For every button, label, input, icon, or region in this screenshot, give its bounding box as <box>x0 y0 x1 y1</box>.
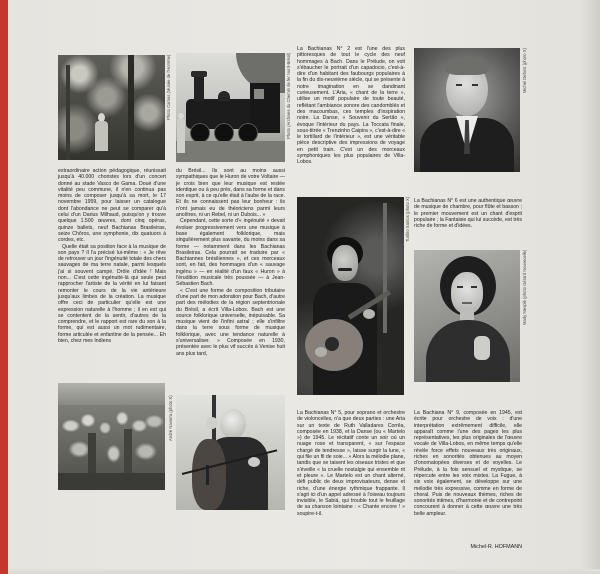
photo-forest <box>58 55 165 160</box>
photo-guitarist <box>297 197 404 395</box>
text-villa-lobos-biography <box>58 168 166 382</box>
photo-flutist <box>414 48 520 172</box>
photo-crowd <box>58 383 165 490</box>
paragraph: extraordinaire action pédagogique, réunissait jusqu'à 40.000 choristes lors d'un concert donné au stade Vasco de Gama. Doué d'une vitalité peu commune, il n'en continua pas moins de composer jusqu'à sa mort, le 17 novembre 1959, pour laisser un catalogue dont l'abondance ne peut se comparer qu'à celui d'un Darius Milhaud, puisqu'on y trouve quelque 1.500 œuvres, dont cinq opéras, quinze ballets, neuf Bachianas Brasileiras, seize Chôros, une symphonie, dix quatuors à cordes, etc. <box>58 168 166 244</box>
author-signature: Michel-R. HOFMANN <box>470 544 522 550</box>
photo-caption-soprano: Mady Mesplé (photo Gérard Neuvecelle) <box>522 250 527 326</box>
paragraph: du Brésil... Ils sont au moins aussi sympathiques que le Huron de votre Voltaire — je crois bien que leur musique est restée identique ou à peu près, dans sa forme et dans son esprit, à ce qu'elle était à l'aube de la race. Et ils ne connaissent pas leur bonheur : ils n'ont jamais eu de théoriciens parmi leurs ancêtres, ni un Rebel, ni un Dubois... » <box>176 168 285 219</box>
photo-caption-guitarist: Turibio Santos (photo X) <box>405 197 410 243</box>
bottom-edge <box>8 569 600 574</box>
paragraph: Quelle était sa position face à la musique de son pays ? Il l'a précisé lui-même : « Je rêve de retrouver un jour l'ingénuité totale des chers sauvages de ma terre natale, parmi lesquels j'ai si souvent campé. Drôle d'idée ! Mais non... C'est cette ingénuité-là qui seule peut rapprocher l'artiste de la vérité en lui faisant remonter le cours de la vie antérieure jusqu'aux limbes de la création. La musique offre ceci de particulier qu'elle est une expression naturelle à l'homme ; il en est qui se contentent de la sentir, d'autres de la comprendre, et le rapport est rare du son à la forme, qui est aussi un mot rudimentaire, forme articulée et enfantine de la pensée... Eh bien, chez mes Indiens <box>58 243 166 345</box>
photo-caption-flutist: Michel Debost (photo X) <box>522 48 527 93</box>
photo-caption-locomotive: Photo (Archives du Chemin de fer Nord-Brésil) <box>286 53 291 140</box>
paragraph: Cependant, cette sorte d'« ingénuité » devait évoluer progressivement vers une musique à base également folklorique, mais singulièrement plus savante, du moins dans sa forme — notamment dans les Bachianas Brasileiras. Cela pourrait se traduire par « Bachiannes brésiliennes », et ces morceaux sont, en fait, des hommages d'un « sauvage ingénu » — en réalité d'un faux « Huron » à l'érudition musicale très poussée — à Jean-Sébastien Bach. <box>176 218 285 288</box>
photo-caption-cellist: André Navarra (photo X) <box>168 395 173 441</box>
text-bachianas-2 <box>297 46 405 192</box>
text-bachianas-9 <box>414 410 522 542</box>
photo-cellist <box>176 395 285 510</box>
paragraph: « C'est une forme de composition tributaire d'une part de mon adoration pour Bach, d'autre part des mélodies de la région septentrionale du Brésil, a écrit Villa-Lobos. Bach est une source folklorique universelle, inépuisable. Sa musique vient de l'infini astral ; elle s'infiltre dans la terre sous forme de musique folklorique, avec une tendance naturelle à s'universaliser. » Composée en 1930, présentée avec le plus vif succès à Venise huit ans plus tard, <box>176 287 285 357</box>
paragraph: La Bachianas N° 2 est l'une des plus pittoresques de tout le cycle des neuf hommages à Bach. Dans le Prélude, on voit s'ébaucher le portrait d'un capadocio, c'est-à-dire d'un habitant des faubourgs populaires à la fin du dix-neuvième siècle, qui se présente à notre imagination en se dandinant curieusement. L'Aria, « chant de la terre », utilise un motif populaire de toute beauté, reflétant l'ambiance sonore des candomblés et des macoumbas, ces temples d'inspiration noire. La Danse, « Souvenir du Sertão », évoque l'intérieur du pays. La Toccata finale, sous-titrée « Trenzinho Caipira », c'est-à-dire « le tortillard de l'intérieur », est une véritable pièce descriptive des impressions de voyage en petit train. C'est un des morceaux symphoniques les plus populaires de Villa-Lobos. <box>297 46 405 166</box>
photo-soprano <box>414 250 520 382</box>
text-bachianas-intro <box>176 168 285 390</box>
paragraph: La Bachiana N° 9, composée en 1945, est écrite pour orchestre de voix : d'une interprétation extrêmement difficile, elle apparaît comme l'une des pages les plus représentatives, les plus originales de l'œuvre vocale de Villa-Lobos, en même temps qu'elle révèle force effets nouveaux très originaux, riches en sonorités obtenues au moyen d'onomatopées diverses et de voyelles. Le Prélude, à la fois sensuel et mystique, se répercute entre les voix mixtes. La Fugue, à six voix également, se développe sur une mélodie très expressive, comme en forme de choral. Puis de nouveaux thèmes, riches de sonorités intimes, d'harmonie et de contrepoint concourent à donner à cette œuvre une très belle ampleur. <box>414 410 522 517</box>
photo-locomotive <box>176 53 285 162</box>
text-bachianas-5 <box>297 410 405 560</box>
photo-caption-forest: Photo Camus (Musée de l'Homme) <box>166 55 171 121</box>
paragraph: La Bachianas N° 6 est une authentique œuvre de musique de chambre, pour flûte et basson ; le premier mouvement est un chant d'esprit populaire ; la Fantaisie qui lui succède, est très riche de forme et d'idées. <box>414 198 522 230</box>
text-bachianas-6 <box>414 198 522 240</box>
red-edge-strip <box>0 0 8 574</box>
paragraph: La Bachianas N° 5, pour soprano et orchestre de violoncelles, n'a que deux parties : une Aria sur un texte de Ruth Valladares Corrêa, composée en 1938, et la Danse (ou « Martelo ») de 1945. Le récitatif conte un soir où un nuage rose et transparent, « sur l'espace chargé de tendresse », laisse surgir la lune, « qui file un fil de soie... » Alors la mélodie plane, tandis que se taisent les oiseaux tristes et que s'éveille « la cruelle nostalgie qui ensemble rit et pleure ». Le Martelo est un chant alterné, défi public de deux improvisateurs, dense et riche, d'une énergie rythmique frappante. Il s'agit ici d'un appel adressé à l'oiseau toujours invisible, le Sabiá, qui trouble tout le feuillage de sa chanson lointaine : « Chante encore ! » soupire-t-il. <box>297 410 405 517</box>
